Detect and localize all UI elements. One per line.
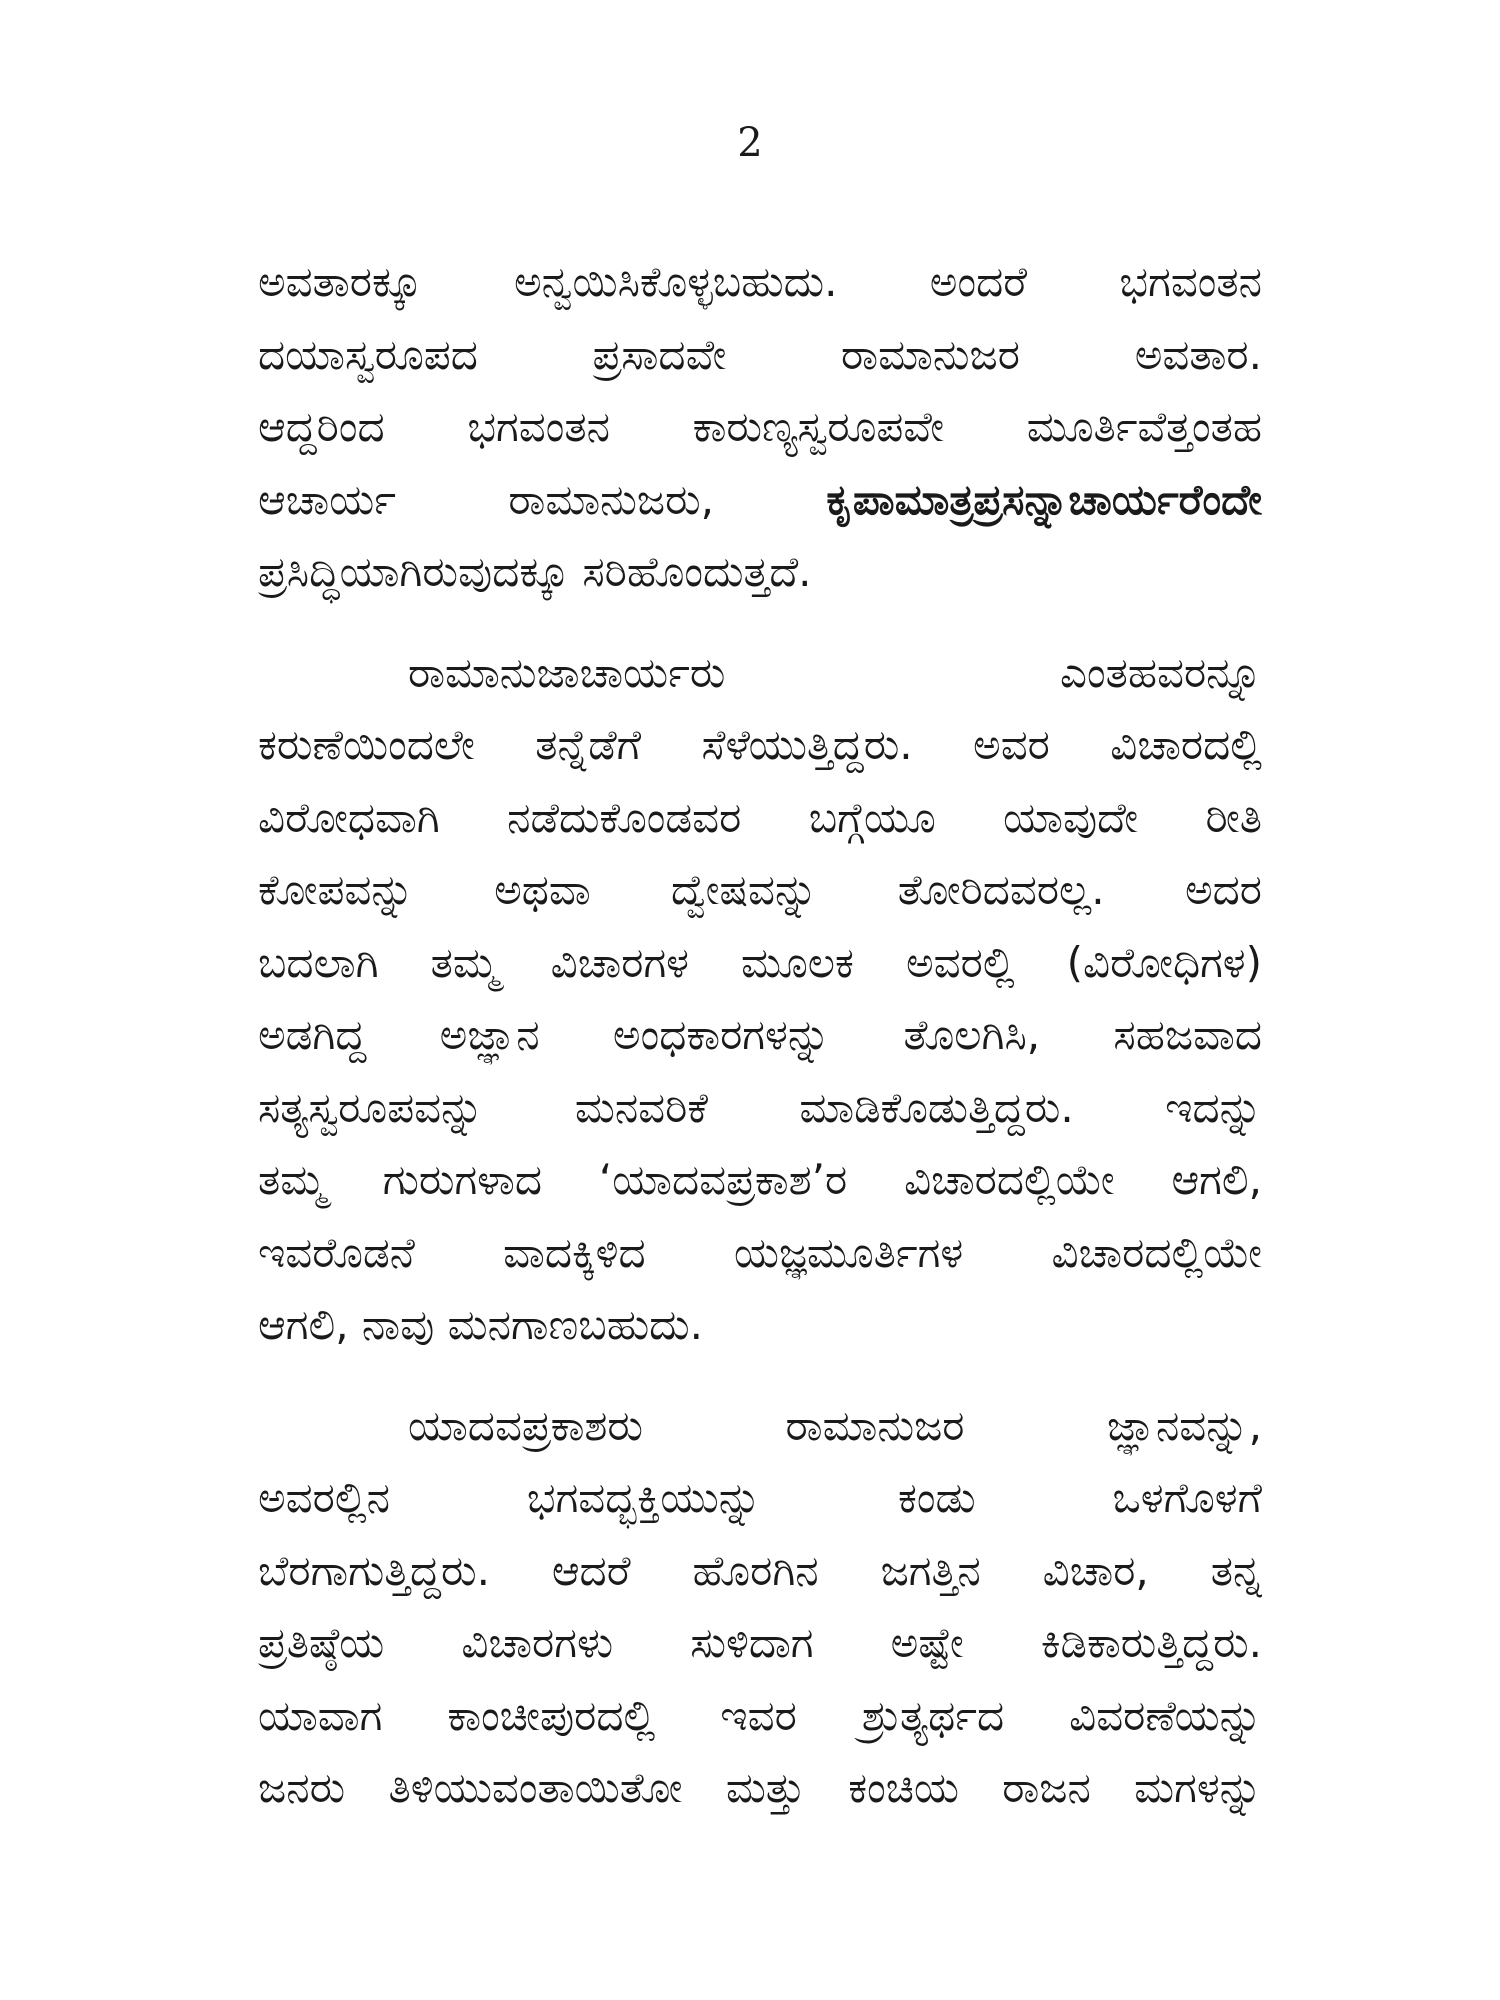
body-text: [258, 246, 1262, 1825]
text-line: [258, 464, 1262, 537]
text-line: ಬೆರಗಾಗುತ್ತಿದ್ದರು. ಆದರೆ ಹೊರಗಿನ ಜಗತ್ತಿನ ವಿಚಾರ, ತನ್ನ: [258, 1545, 1262, 1595]
text-line: ಅವರಲ್ಲಿನ ಭಗವದ್ಭಕ್ತಿಯುನ್ನು ಕಂಡು ಒಳಗೊಳಗೆ: [258, 1473, 1262, 1522]
bold-term: ಕೃಪಾಮಾತ್ರಪ್ರಸನ್ನಾಚಾರ್ಯರೆಂದೇ: [826, 474, 1262, 524]
text-line: ಆಗಲಿ, ನಾವು ಮನಗಾಣಬಹುದು.: [258, 1300, 704, 1349]
paragraph-3: [258, 1390, 1262, 1825]
text-line: ಅವತಾರಕ್ಕೂ ಅನ್ವಯಿಸಿಕೊಳ್ಳಬಹುದು. ಅಂದರೆ ಭಗವಂತನ: [258, 257, 1262, 306]
paragraph-2: [258, 637, 1262, 1362]
text-line: ತಮ್ಮ ಗುರುಗಳಾದ ‘ಯಾದವಪ್ರಕಾಶ’ರ ವಿಚಾರದಲ್ಲಿಯೇ ಆಗಲಿ,: [258, 1155, 1262, 1204]
text-line: ಕರುಣೆಯಿಂದಲೇ ತನ್ನೆಡೆಗೆ ಸೆಳೆಯುತ್ತಿದ್ದರು. ಅವರ ವಿಚಾರದಲ್ಲಿ: [258, 720, 1262, 769]
text-line: ಯಾದವಪ್ರಕಾಶರು ರಾಮಾನುಜರ ಜ್ಞಾನವನ್ನು,: [408, 1400, 1262, 1450]
paragraph-1: [258, 246, 1262, 609]
text-line: ಅಡಗಿದ್ದ ಅಜ್ಞಾನ ಅಂಧಕಾರಗಳನ್ನು ತೊಲಗಿಸಿ, ಸಹಜವಾದ: [258, 1010, 1262, 1059]
text-line: ವಿರೋಧವಾಗಿ ನಡೆದುಕೊಂಡವರ ಬಗ್ಗೆಯೂ ಯಾವುದೇ ರೀತಿ: [258, 792, 1262, 842]
text-line: ಇವರೊಡನೆ ವಾದಕ್ಕಿಳಿದ ಯಜ್ಞಮೂರ್ತಿಗಳ ವಿಚಾರದಲ್ಲಿಯೇ: [258, 1227, 1262, 1277]
text-line: ರಾಮಾನುಜಾಚಾರ್ಯರು ಎಂತಹವರನ್ನೂ: [408, 647, 1262, 697]
page-number: 2: [737, 120, 763, 166]
text-line: ದಯಾಸ್ವರೂಪದ ಪ್ರಸಾದವೇ ರಾಮಾನುಜರ ಅವತಾರ.: [258, 329, 1262, 379]
text-segment: ಆಚಾರ್ಯ ರಾಮಾನುಜರು,: [258, 474, 714, 524]
text-line: ಸತ್ಯಸ್ವರೂಪವನ್ನು ಮನವರಿಕೆ ಮಾಡಿಕೊಡುತ್ತಿದ್ದರು. ಇದನ್ನು: [258, 1082, 1262, 1132]
text-line: ಬದಲಾಗಿ ತಮ್ಮ ವಿಚಾರಗಳ ಮೂಲಕ ಅವರಲ್ಲಿ (ವಿರೋಧಿಗಳ): [258, 937, 1262, 987]
text-line: ಯಾವಾಗ ಕಾಂಚೀಪುರದಲ್ಲಿ ಇವರ ಶ್ರುತ್ಯರ್ಥದ ವಿವರಣೆಯನ್ನು: [258, 1690, 1262, 1740]
text-line: ಜನರು ತಿಳಿಯುವಂತಾಯಿತೋ ಮತ್ತು ಕಂಚಿಯ ರಾಜನ ಮಗಳನ್ನು: [258, 1763, 1262, 1812]
text-line: ಪ್ರತಿಷ್ಠೆಯ ವಿಚಾರಗಳು ಸುಳಿದಾಗ ಅಷ್ಟೇ ಕಿಡಿಕಾರುತ್ತಿದ್ದರು.: [258, 1618, 1262, 1667]
paragraph-spacer: [258, 1362, 1262, 1390]
text-line: ಪ್ರಸಿದ್ಧಿಯಾಗಿರುವುದಕ್ಕೂ ಸರಿಹೊಂದುತ್ತದೆ.: [258, 547, 812, 596]
text-line: ಆದ್ದರಿಂದ ಭಗವಂತನ ಕಾರುಣ್ಯಸ್ವರೂಪವೇ ಮೂರ್ತಿವೆತ್ತಂತಹ: [258, 402, 1262, 451]
paragraph-spacer: [258, 609, 1262, 637]
text-line: ಕೋಪವನ್ನು ಅಥವಾ ದ್ವೇಷವನ್ನು ತೋರಿದವರಲ್ಲ. ಅದರ: [258, 865, 1262, 914]
